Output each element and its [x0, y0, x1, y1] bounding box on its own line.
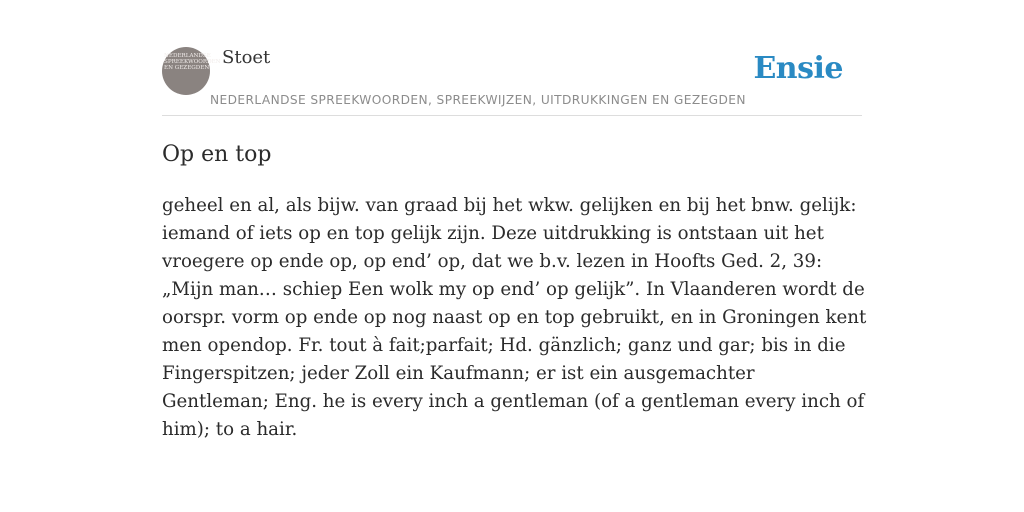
- entry-definition: geheel en al, als bijw. van graad bij het wkw. gelijken en bij het bnw. gelijk: iemand of iets op en top gelijk zijn. Deze uitdrukking is ontstaan uit het vroegere op ende op, op end’ op, dat we b.v. lezen in Hoofts Ged. 2, 39: „Mijn man… schiep Een wolk my op end’ op gelijk”. In Vlaanderen wordt de oorspr. vorm op ende op nog naast op en top gebruikt, en in Groningen kent men opendop. Fr. tout à fait;parfait; Hd. gänzlich; ganz und gar; bis in die Fingerspitzen; jeder Zoll ein Kaufmann; er ist ein ausgemachter Gentleman; Eng. he is every inch a gentleman (of a gentleman every inch of him); to a hair.: [162, 195, 867, 440]
- source-subtitle: NEDERLANDSE SPREEKWOORDEN, SPREEKWIJZEN, UITDRUKKINGEN EN GEZEGDEN: [210, 93, 746, 107]
- avatar-cover-text: NEDERLANDSE SPREEKWOORDEN EN GEZEGDEN: [164, 53, 221, 72]
- author-avatar[interactable]: [162, 47, 221, 95]
- author-name[interactable]: Stoet: [222, 47, 271, 68]
- ensie-logo-link[interactable]: Ensie: [753, 51, 843, 86]
- entry-title: Op en top: [162, 142, 272, 167]
- page-header: [162, 46, 862, 116]
